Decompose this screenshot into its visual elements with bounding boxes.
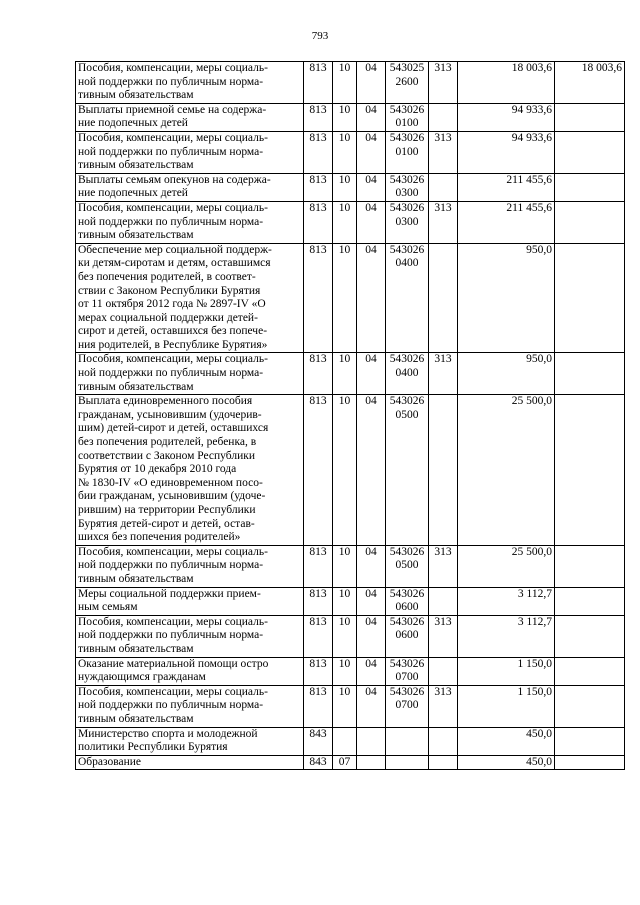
row-name: Выплаты семьям опекунов на содержа- ние подопечных детей bbox=[76, 173, 304, 201]
expense-type-code bbox=[429, 727, 458, 755]
subsection-code: 04 bbox=[357, 131, 386, 173]
amount-primary: 450,0 bbox=[458, 755, 555, 770]
table-row bbox=[76, 395, 625, 546]
amount-secondary bbox=[555, 587, 625, 615]
amount-secondary bbox=[555, 173, 625, 201]
amount-primary: 3 112,7 bbox=[458, 587, 555, 615]
amount-primary: 25 500,0 bbox=[458, 395, 555, 546]
expense-type-code: 313 bbox=[429, 131, 458, 173]
table-row bbox=[76, 587, 625, 615]
ministry-code: 813 bbox=[304, 62, 333, 104]
subsection-code: 04 bbox=[357, 615, 386, 657]
subsection-code: 04 bbox=[357, 545, 386, 587]
target-code: 543026 0400 bbox=[386, 243, 429, 353]
target-code: 543026 0600 bbox=[386, 615, 429, 657]
table-row bbox=[76, 755, 625, 770]
amount-primary: 1 150,0 bbox=[458, 685, 555, 727]
amount-primary: 18 003,6 bbox=[458, 62, 555, 104]
table-row bbox=[76, 727, 625, 755]
expense-type-code: 313 bbox=[429, 545, 458, 587]
target-code bbox=[386, 727, 429, 755]
amount-primary: 450,0 bbox=[458, 727, 555, 755]
row-name: Меры социальной поддержки прием- ным семьям bbox=[76, 587, 304, 615]
table-row bbox=[76, 685, 625, 727]
table-row bbox=[76, 615, 625, 657]
expense-type-code bbox=[429, 587, 458, 615]
target-code bbox=[386, 755, 429, 770]
subsection-code: 04 bbox=[357, 243, 386, 353]
amount-secondary: 18 003,6 bbox=[555, 62, 625, 104]
row-name: Пособия, компенсации, меры социаль- ной поддержки по публичным норма- тивным обязательствам bbox=[76, 201, 304, 243]
expense-type-code: 313 bbox=[429, 685, 458, 727]
amount-primary: 1 150,0 bbox=[458, 657, 555, 685]
amount-primary: 950,0 bbox=[458, 353, 555, 395]
row-name: Выплаты приемной семье на содержа- ние подопечных детей bbox=[76, 103, 304, 131]
target-code: 543026 0500 bbox=[386, 545, 429, 587]
row-name: Пособия, компенсации, меры социаль- ной поддержки по публичным норма- тивным обязательствам bbox=[76, 353, 304, 395]
subsection-code: 04 bbox=[357, 103, 386, 131]
amount-primary: 211 455,6 bbox=[458, 173, 555, 201]
ministry-code: 813 bbox=[304, 395, 333, 546]
section-code: 10 bbox=[333, 395, 357, 546]
row-name: Образование bbox=[76, 755, 304, 770]
subsection-code bbox=[357, 755, 386, 770]
target-code: 543026 0100 bbox=[386, 131, 429, 173]
target-code: 543026 0700 bbox=[386, 685, 429, 727]
section-code bbox=[333, 727, 357, 755]
subsection-code: 04 bbox=[357, 587, 386, 615]
subsection-code: 04 bbox=[357, 201, 386, 243]
amount-primary: 94 933,6 bbox=[458, 131, 555, 173]
ministry-code: 813 bbox=[304, 131, 333, 173]
section-code: 10 bbox=[333, 587, 357, 615]
ministry-code: 813 bbox=[304, 615, 333, 657]
amount-secondary bbox=[555, 103, 625, 131]
target-code: 543026 0400 bbox=[386, 353, 429, 395]
section-code: 10 bbox=[333, 615, 357, 657]
table-row bbox=[76, 62, 625, 104]
subsection-code: 04 bbox=[357, 395, 386, 546]
amount-secondary bbox=[555, 353, 625, 395]
ministry-code: 813 bbox=[304, 353, 333, 395]
section-code: 10 bbox=[333, 173, 357, 201]
expense-type-code bbox=[429, 173, 458, 201]
subsection-code bbox=[357, 727, 386, 755]
target-code: 543026 0700 bbox=[386, 657, 429, 685]
subsection-code: 04 bbox=[357, 62, 386, 104]
amount-secondary bbox=[555, 243, 625, 353]
table-row bbox=[76, 657, 625, 685]
table-row bbox=[76, 353, 625, 395]
amount-primary: 211 455,6 bbox=[458, 201, 555, 243]
expense-type-code bbox=[429, 755, 458, 770]
amount-primary: 25 500,0 bbox=[458, 545, 555, 587]
subsection-code: 04 bbox=[357, 657, 386, 685]
target-code: 543026 0300 bbox=[386, 201, 429, 243]
row-name: Обеспечение мер социальной поддерж- ки детям-сиротам и детям, оставшимся без попечения родителей, в соответ- ствии с Законом Республики Бурятия от 11 октября 2012 года № 2897-IV «О мерах социальной поддержки детей- сирот и детей, оставшихся без попече- ния родителей, в Республике Бурятия» bbox=[76, 243, 304, 353]
ministry-code: 813 bbox=[304, 587, 333, 615]
amount-secondary bbox=[555, 755, 625, 770]
row-name: Пособия, компенсации, меры социаль- ной поддержки по публичным норма- тивным обязательствам bbox=[76, 615, 304, 657]
amount-secondary bbox=[555, 131, 625, 173]
expense-type-code: 313 bbox=[429, 201, 458, 243]
page-number: 793 bbox=[311, 30, 329, 42]
target-code: 543025 2600 bbox=[386, 62, 429, 104]
amount-secondary bbox=[555, 727, 625, 755]
section-code: 10 bbox=[333, 103, 357, 131]
row-name: Пособия, компенсации, меры социаль- ной поддержки по публичным норма- тивным обязательствам bbox=[76, 685, 304, 727]
amount-secondary bbox=[555, 201, 625, 243]
section-code: 10 bbox=[333, 62, 357, 104]
ministry-code: 813 bbox=[304, 243, 333, 353]
expense-type-code bbox=[429, 103, 458, 131]
expense-type-code: 313 bbox=[429, 353, 458, 395]
expense-type-code bbox=[429, 243, 458, 353]
ministry-code: 843 bbox=[304, 727, 333, 755]
subsection-code: 04 bbox=[357, 685, 386, 727]
table-row bbox=[76, 545, 625, 587]
target-code: 543026 0500 bbox=[386, 395, 429, 546]
subsection-code: 04 bbox=[357, 353, 386, 395]
amount-secondary bbox=[555, 685, 625, 727]
amount-primary: 950,0 bbox=[458, 243, 555, 353]
expense-type-code bbox=[429, 657, 458, 685]
ministry-code: 813 bbox=[304, 685, 333, 727]
ministry-code: 813 bbox=[304, 173, 333, 201]
target-code: 543026 0600 bbox=[386, 587, 429, 615]
table-body bbox=[76, 62, 625, 770]
row-name: Пособия, компенсации, меры социаль- ной поддержки по публичным норма- тивным обязательствам bbox=[76, 62, 304, 104]
budget-table bbox=[75, 61, 625, 770]
table-row bbox=[76, 131, 625, 173]
section-code: 10 bbox=[333, 657, 357, 685]
target-code: 543026 0300 bbox=[386, 173, 429, 201]
row-name: Пособия, компенсации, меры социаль- ной поддержки по публичным норма- тивным обязательствам bbox=[76, 131, 304, 173]
amount-secondary bbox=[555, 657, 625, 685]
amount-secondary bbox=[555, 615, 625, 657]
ministry-code: 813 bbox=[304, 657, 333, 685]
section-code: 10 bbox=[333, 131, 357, 173]
row-name: Пособия, компенсации, меры социаль- ной поддержки по публичным норма- тивным обязательствам bbox=[76, 545, 304, 587]
section-code: 10 bbox=[333, 685, 357, 727]
amount-secondary bbox=[555, 545, 625, 587]
row-name: Выплата единовременного пособия гражданам, усыновившим (удочерив- шим) детей-сирот и детей, оставшихся без попечения родителей, ребенка, в соответствии с Законом Республики Бурятия от 10 декабря 2010 года № 1830-IV «О единовременном посо- бии гражданам, усыновившим (удоче- рившим) на территории Республики Бурятия детей-сирот и детей, остав- шихся без попечения родителей» bbox=[76, 395, 304, 546]
ministry-code: 843 bbox=[304, 755, 333, 770]
section-code: 10 bbox=[333, 545, 357, 587]
section-code: 10 bbox=[333, 243, 357, 353]
table-row bbox=[76, 243, 625, 353]
expense-type-code bbox=[429, 395, 458, 546]
row-name: Оказание материальной помощи остро нуждающимся гражданам bbox=[76, 657, 304, 685]
table-row bbox=[76, 201, 625, 243]
ministry-code: 813 bbox=[304, 545, 333, 587]
ministry-code: 813 bbox=[304, 201, 333, 243]
target-code: 543026 0100 bbox=[386, 103, 429, 131]
expense-type-code: 313 bbox=[429, 615, 458, 657]
table-row bbox=[76, 103, 625, 131]
section-code: 07 bbox=[333, 755, 357, 770]
amount-primary: 3 112,7 bbox=[458, 615, 555, 657]
table-row bbox=[76, 173, 625, 201]
ministry-code: 813 bbox=[304, 103, 333, 131]
amount-secondary bbox=[555, 395, 625, 546]
amount-primary: 94 933,6 bbox=[458, 103, 555, 131]
subsection-code: 04 bbox=[357, 173, 386, 201]
section-code: 10 bbox=[333, 201, 357, 243]
expense-type-code: 313 bbox=[429, 62, 458, 104]
row-name: Министерство спорта и молодежной политики Республики Бурятия bbox=[76, 727, 304, 755]
section-code: 10 bbox=[333, 353, 357, 395]
